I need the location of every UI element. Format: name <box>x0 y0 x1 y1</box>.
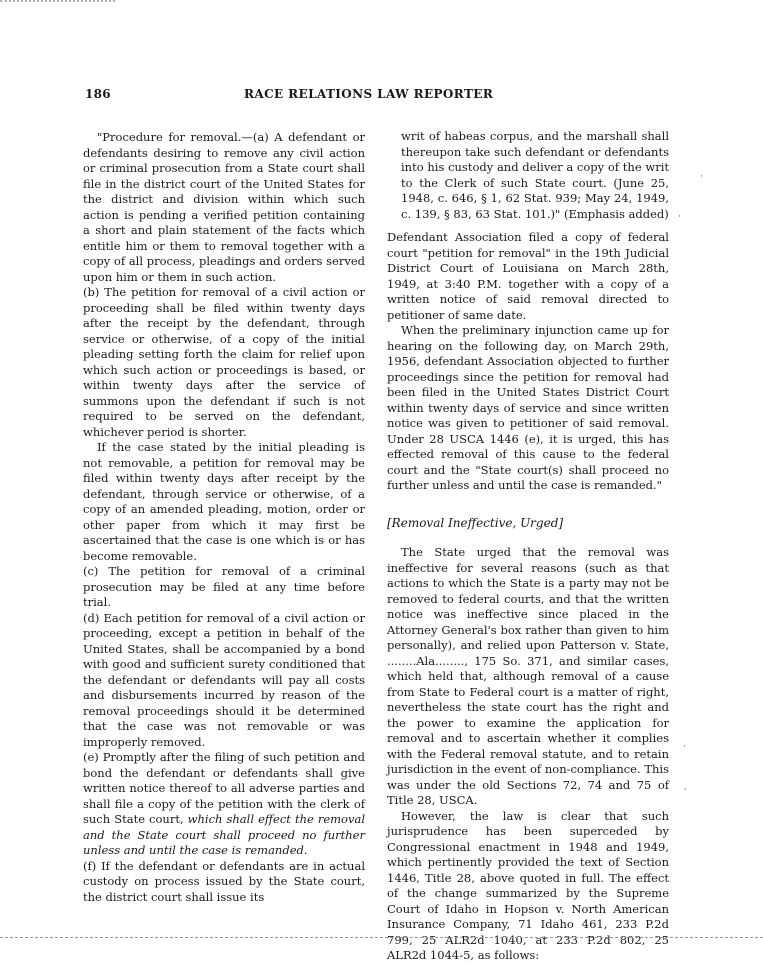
left-column <box>83 130 365 905</box>
paragraph: (d) Each petition for removal of a civil action or proceeding, except a petition in behalf of the United States, shall be accompanied by a bond with good and sufficient surety conditioned that the defendant or defendants will pay all costs and disbursements incurred by reason of the removal proceedings should it be determined that the case was not removable or was improperly removed. <box>83 610 365 749</box>
scan-speck: · <box>700 172 703 182</box>
paragraph: Defendant Association filed a copy of federal court "petition for removal" in the 19th Judicial District Court of Louisiana on March 28th, 1949, at 3:40 P.M. together with a copy of a written notice of said removal directed to petitioner of same date. <box>387 230 669 322</box>
scan-speck: · <box>678 212 681 222</box>
paragraph-text: (e) Promptly after the filing of such petition and bond the defendant or defendants shall give written notice thereof to all adverse parties and shall file a copy of the petition with the clerk of such State court, <box>83 750 365 826</box>
scan-edge-dots <box>0 0 115 5</box>
right-column <box>387 129 669 964</box>
paragraph: (c) The petition for removal of a criminal prosecution may be filed at any time before trial. <box>83 564 365 609</box>
scan-speck: · <box>684 785 687 795</box>
emphasized-text: which shall effect the removal and the State court shall proceed no further unless and until the case is remanded. <box>83 812 366 857</box>
section-subheading: [Removal Ineffective, Urged] <box>387 515 564 530</box>
paragraph: (b) The petition for removal of a civil action or proceeding shall be filed within twenty days after the receipt by the defendant, through service or otherwise, of a copy of the initial pleading setting forth the claim for relief upon which such action or proceedings is based, or within twenty days after the service of summons upon the defendant if such is not required to be served on the defendant, whichever period is shorter. <box>83 285 365 439</box>
paragraph: However, the law is clear that such jurisprudence has been superceded by Congressional enactment in 1948 and 1949, which pertinently provided the text of Section 1446, Title 28, above quoted in full. The effect of the change summarized by the Supreme Court of Idaho in Hopson v. North American Insurance Company, 71 Idaho 461, 233 P.2d 799, 25 ALR2d 1040, at 233 P.2d 802, 25 ALR2d 1044-5, as follows: <box>387 808 669 962</box>
paragraph: "Procedure for removal.—(a) A defendant or defendants desiring to remove any civil action or criminal prosecution from a State court shall file in the district court of the United States for the district and division within which such action is pending a verified petition containing a short and plain statement of the facts which entitle him or them to removal together with a copy of all process, pleadings and orders served upon him or them in such action. <box>83 130 365 284</box>
scan-speck: · <box>683 742 686 752</box>
paragraph: writ of habeas corpus, and the marshall shall thereupon take such defendant or defendants into his custody and deliver a copy of the writ to the Clerk of such State court. (June 25, 1948, c. 646, § 1, 62 Stat. 939; May 24, 1949, c. 139, § 83, 63 Stat. 101.)" (Emphasis added) <box>401 129 669 221</box>
paragraph: If the case stated by the initial pleading is not removable, a petition for removal may be filed within twenty days after receipt by the defendant, through service or otherwise, of a copy of an amended pleading, motion, order or other paper from which it may first be ascertained that the case is one which is or has become removable. <box>83 440 365 563</box>
paragraph <box>83 750 365 859</box>
paragraph: When the preliminary injunction came up for hearing on the following day, on March 29th, 1956, defendant Association objected to further proceedings since the petition for removal had been filed in the United States District Court within twenty days of service and since written notice was given to petitioner of said removal. Under 28 USCA 1446 (e), it is urged, this has effected removal of this cause to the federal court and the "State court(s) shall proceed no further unless and until the case is remanded." <box>387 323 669 492</box>
running-head: RACE RELATIONS LAW REPORTER <box>244 87 494 101</box>
scan-edge-rule <box>0 937 763 939</box>
paragraph: The State urged that the removal was ineffective for several reasons (such as that actions to which the State is a party may not be removed to federal courts, and that the written notice was ineffective since placed in the Attorney General's box rather than given to him personally), and relied upon Patterson v. State, ........Ala........, 175 So. 371, and similar cases, which held that, although removal of a cause from State to Federal court is a matter of right, nevertheless the state court has the right and the power to examine the application for removal and to ascertain whether it complies with the Federal removal statute, and to retain jurisdiction in the event of non-compliance. This was under the old Sections 72, 74 and 75 of Title 28, USCA. <box>387 545 669 807</box>
page-number: 186 <box>85 87 111 101</box>
paragraph: (f) If the defendant or defendants are in actual custody on process issued by the State court, the district court shall issue its <box>83 858 365 904</box>
